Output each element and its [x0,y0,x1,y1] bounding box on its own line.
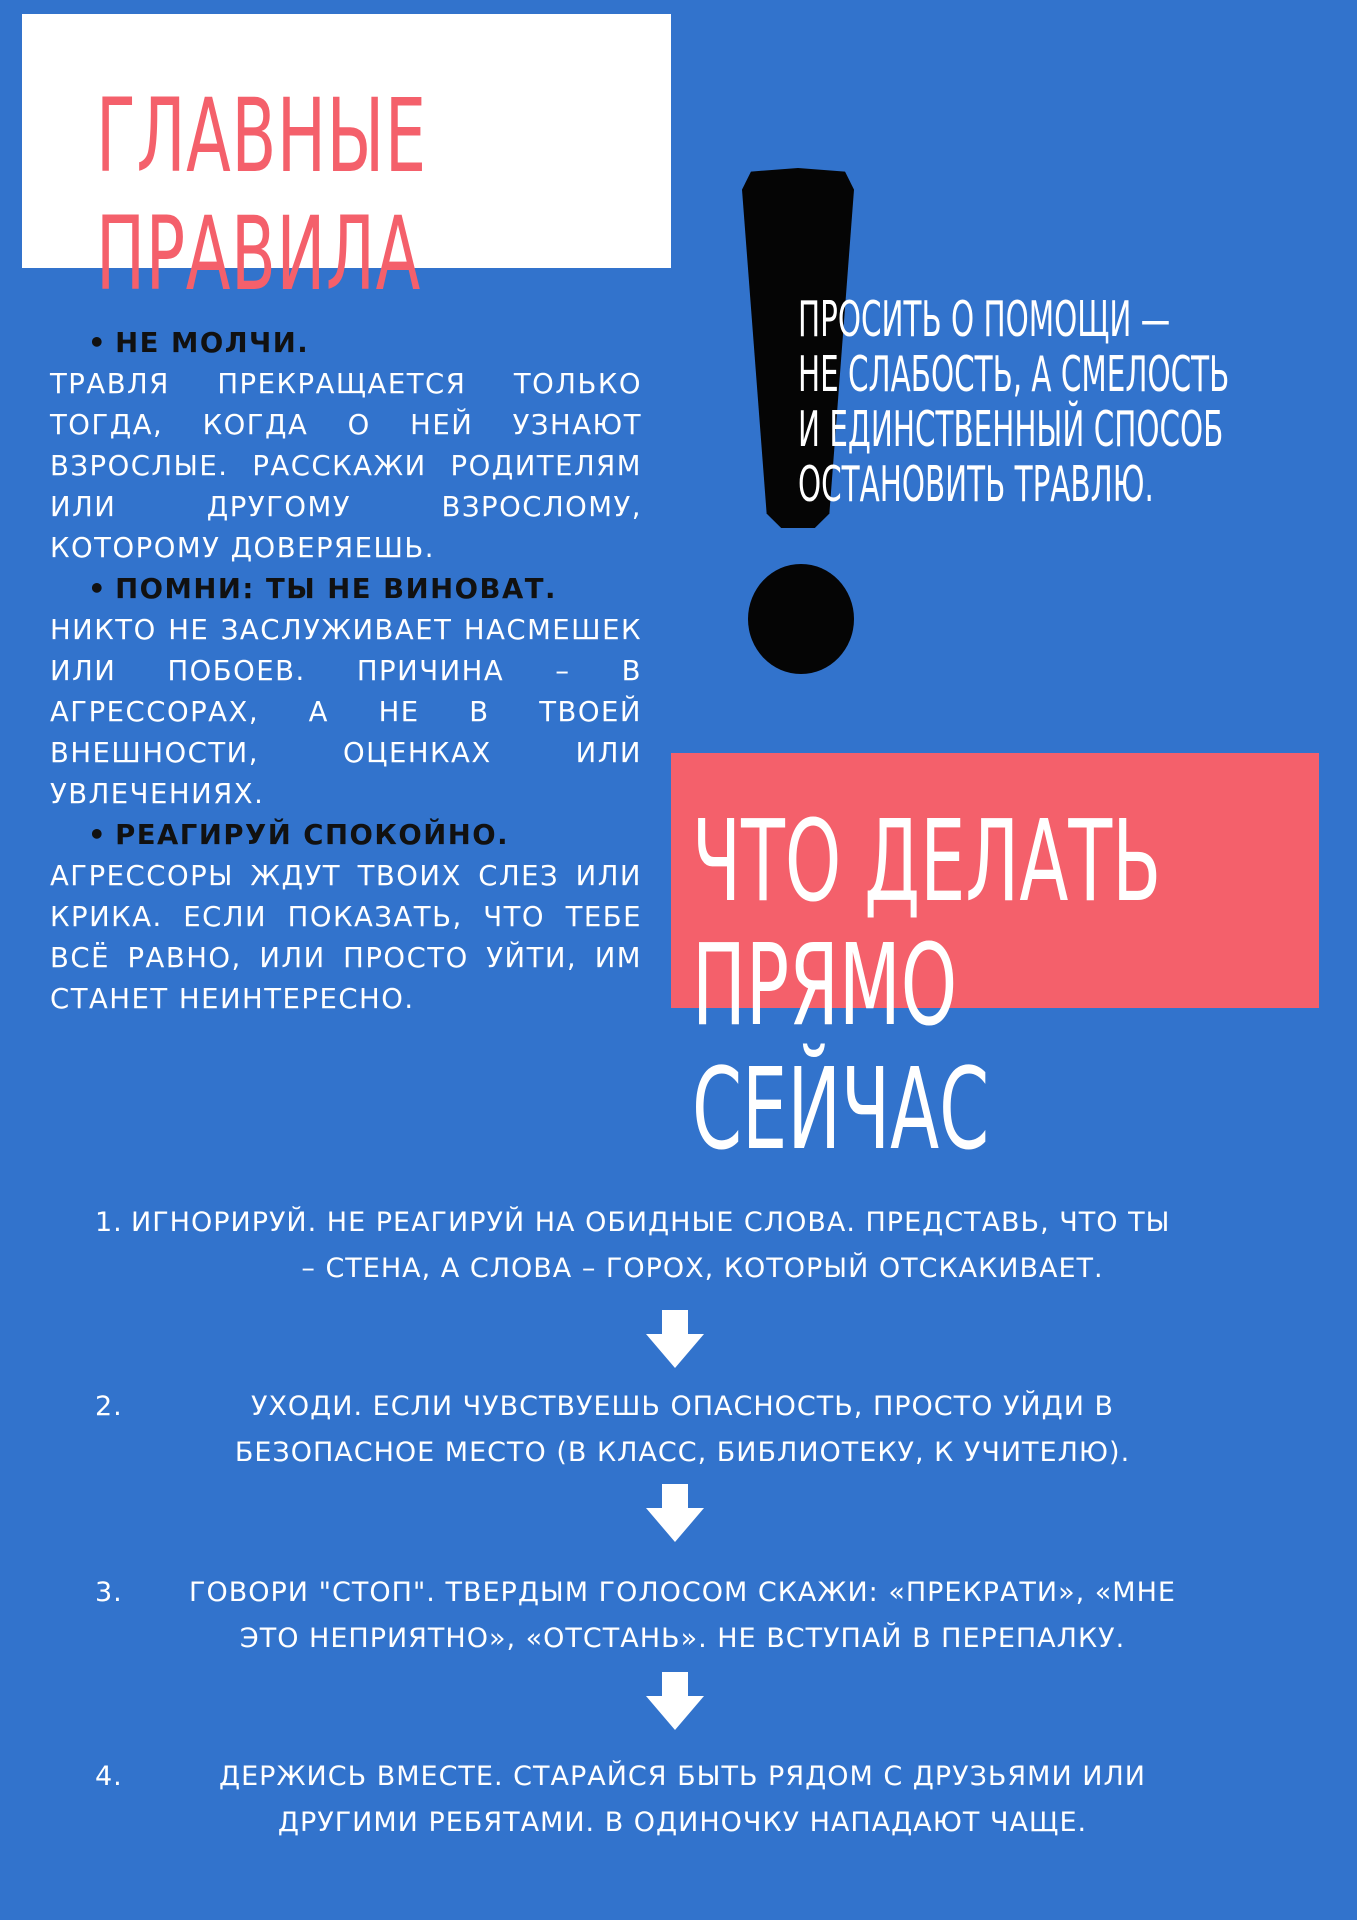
title-line-1: ГЛАВНЫЕ [96,77,427,196]
todo-title-line-2: ПРЯМО [692,921,958,1051]
bullet-icon: • [88,573,108,605]
rule-heading: ПОМНИ: ТЫ НЕ ВИНОВАТ. [115,573,557,605]
rule-heading: НЕ МОЛЧИ. [115,327,310,359]
step-text-line: ДРУГИМИ РЕБЯТАМИ. В ОДИНОЧКУ НАПАДАЮТ ЧАЩЕ. [277,1807,1088,1838]
step-text-line: ГОВОРИ "СТОП". ТВЕРДЫМ ГОЛОСОМ СКАЖИ: «ПРЕКРАТИ», «МНЕ [189,1577,1176,1608]
bullet-icon: • [88,327,108,359]
todo-title-line-3: СЕЙЧАС [692,1045,990,1175]
rule-item [50,569,642,815]
step-number: 4. [95,1761,123,1792]
arrow-down-icon [646,1484,704,1544]
step-text-line: ЭТО НЕПРИЯТНО», «ОТСТАНЬ». НЕ ВСТУПАЙ В ПЕРЕПАЛКУ. [239,1623,1126,1654]
main-title [96,78,427,314]
rule-item [50,323,642,569]
step-item [95,1570,1270,1662]
rule-item [50,815,642,1020]
step-text-line: УХОДИ. ЕСЛИ ЧУВСТВУЕШЬ ОПАСНОСТЬ, ПРОСТО УЙДИ В [250,1391,1115,1422]
step-text-line: – СТЕНА, А СЛОВА – ГОРОХ, КОТОРЫЙ ОТСКАКИВАЕТ. [301,1253,1104,1284]
step-text-line: ДЕРЖИСЬ ВМЕСТЕ. СТАРАЙСЯ БЫТЬ РЯДОМ С ДРУЗЬЯМИ ИЛИ [219,1761,1146,1792]
arrow-down-icon [646,1310,704,1370]
todo-title-line-1: ЧТО ДЕЛАТЬ [692,797,1162,927]
rules-list [50,323,642,1020]
step-text-line: БЕЗОПАСНОЕ МЕСТО (В КЛАСС, БИБЛИОТЕКУ, К УЧИТЕЛЮ). [234,1437,1131,1468]
arrow-down-icon [646,1672,704,1732]
title-line-2: ПРАВИЛА [96,195,421,314]
quote-line-3: И ЕДИНСТВЕННЫЙ СПОСОБ [798,401,1224,458]
quote-line-1: ПРОСИТЬ О ПОМОЩИ — [798,291,1171,348]
exclamation-dot-icon [748,564,854,674]
rule-text: НИКТО НЕ ЗАСЛУЖИВАЕТ НАСМЕШЕК ИЛИ ПОБОЕВ. ПРИЧИНА – В АГРЕССОРАХ, А НЕ В ТВОЕЙ ВНЕШНОСТИ, ОЦЕНКАХ ИЛИ УВЛЕЧЕНИЯХ. [50,614,642,810]
help-quote [798,292,1229,512]
rule-text: АГРЕССОРЫ ЖДУТ ТВОИХ СЛЕЗ ИЛИ КРИКА. ЕСЛИ ПОКАЗАТЬ, ЧТО ТЕБЕ ВСЁ РАВНО, ИЛИ ПРОСТО УЙТИ, ИМ СТАНЕТ НЕИНТЕРЕСНО. [50,860,642,1015]
todo-title [692,797,1162,1175]
rule-heading: РЕАГИРУЙ СПОКОЙНО. [115,819,510,851]
step-number: 2. [95,1391,123,1422]
quote-line-2: НЕ СЛАБОСТЬ, А СМЕЛОСТЬ [798,346,1230,403]
bullet-icon: • [88,819,108,851]
step-number: 1. [95,1207,123,1238]
step-item [95,1384,1270,1476]
step-text-line: ИГНОРИРУЙ. НЕ РЕАГИРУЙ НА ОБИДНЫЕ СЛОВА. ПРЕДСТАВЬ, ЧТО ТЫ [131,1207,1171,1238]
step-item [95,1754,1270,1846]
rule-text: ТРАВЛЯ ПРЕКРАЩАЕТСЯ ТОЛЬКО ТОГДА, КОГДА О НЕЙ УЗНАЮТ ВЗРОСЛЫЕ. РАССКАЖИ РОДИТЕЛЯМ ИЛИ ДРУГОМУ ВЗРОСЛОМУ, КОТОРОМУ ДОВЕРЯЕШЬ. [50,368,642,564]
quote-line-4: ОСТАНОВИТЬ ТРАВЛЮ. [798,456,1154,513]
step-item [95,1200,1270,1292]
step-number: 3. [95,1577,123,1608]
